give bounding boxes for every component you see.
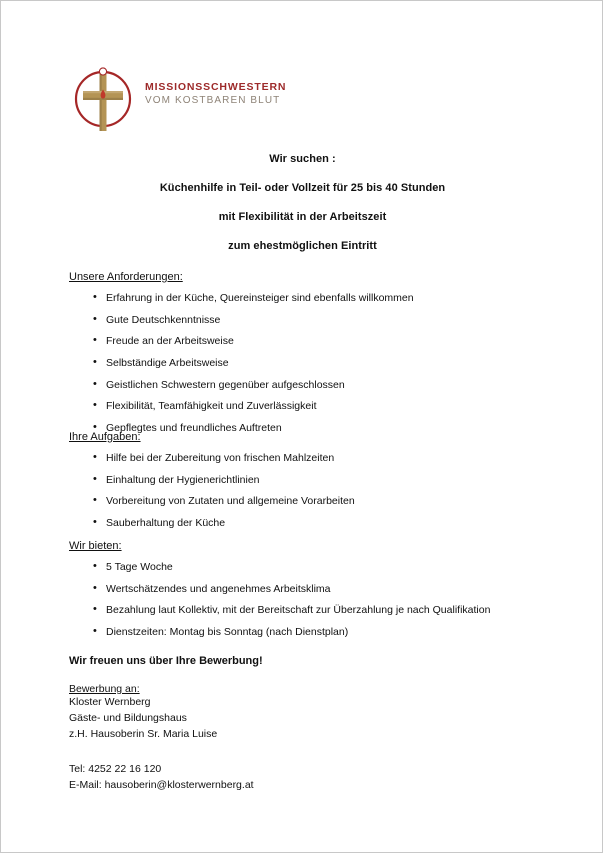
address-line: z.H. Hausoberin Sr. Maria Luise xyxy=(69,727,218,740)
address-line: Kloster Wernberg xyxy=(69,696,151,708)
headline-block xyxy=(1,153,603,269)
phone-line: Tel: 4252 22 16 120 xyxy=(69,763,162,776)
list-item: • Freude an der Arbeitsweise xyxy=(69,335,549,348)
list-item: • Flexibilität, Teamfähigkeit und Zuverlässigkeit xyxy=(69,400,549,413)
logo-name-secondary: VOM KOSTBAREN BLUT xyxy=(145,95,281,107)
section-requirements xyxy=(69,271,549,443)
cross-in-circle-icon xyxy=(69,63,137,131)
apply-to-label: Bewerbung an: xyxy=(69,683,140,695)
list-item: • 5 Tage Woche xyxy=(69,561,549,574)
requirements-list xyxy=(69,292,549,435)
list-item: • Erfahrung in der Küche, Quereinsteiger sind ebenfalls willkommen xyxy=(69,292,549,305)
list-item: • Hilfe bei der Zubereitung von frischen Mahlzeiten xyxy=(69,452,549,465)
tasks-list xyxy=(69,452,549,530)
logo-wordmark xyxy=(145,81,286,107)
list-item: • Sauberhaltung der Küche xyxy=(69,517,549,530)
organization-logo xyxy=(69,63,369,133)
list-item: • Wertschätzendes und angenehmes Arbeitsklima xyxy=(69,583,549,596)
headline-line-3: mit Flexibilität in der Arbeitszeit xyxy=(218,211,387,223)
headline-line-4: zum ehestmöglichen Eintritt xyxy=(228,240,377,252)
section-title-tasks: Ihre Aufgaben: xyxy=(69,431,141,443)
address-line: Gäste- und Bildungshaus xyxy=(69,711,187,724)
section-closing xyxy=(69,655,549,794)
list-item: • Einhaltung der Hygienerichtlinien xyxy=(69,474,549,487)
headline-line-1: Wir suchen : xyxy=(269,153,336,165)
list-item: • Vorbereitung von Zutaten und allgemeine Vorarbeiten xyxy=(69,495,549,508)
list-item: • Geistlichen Schwestern gegenüber aufgeschlossen xyxy=(69,379,549,392)
list-item: • Gepflegtes und freundliches Auftreten xyxy=(69,422,549,435)
section-tasks xyxy=(69,431,549,539)
list-item: • Bezahlung laut Kollektiv, mit der Bereitschaft zur Überzahlung je nach Qualifikation xyxy=(69,604,549,617)
list-item: • Gute Deutschkenntnisse xyxy=(69,314,549,327)
section-offer xyxy=(69,540,549,648)
logo-name-primary: MISSIONSSCHWESTERN xyxy=(145,81,287,93)
section-title-requirements: Unsere Anforderungen: xyxy=(69,271,183,283)
list-item: • Dienstzeiten: Montag bis Sonntag (nach Dienstplan) xyxy=(69,626,549,639)
closing-lead-text: Wir freuen uns über Ihre Bewerbung! xyxy=(69,655,263,667)
offer-list xyxy=(69,561,549,639)
section-title-offer: Wir bieten: xyxy=(69,540,122,552)
email-line: E-Mail: hausoberin@klosterwernberg.at xyxy=(69,779,254,791)
list-item: • Selbständige Arbeitsweise xyxy=(69,357,549,370)
headline-line-2: Küchenhilfe in Teil- oder Vollzeit für 25 bis 40 Stunden xyxy=(159,182,446,194)
